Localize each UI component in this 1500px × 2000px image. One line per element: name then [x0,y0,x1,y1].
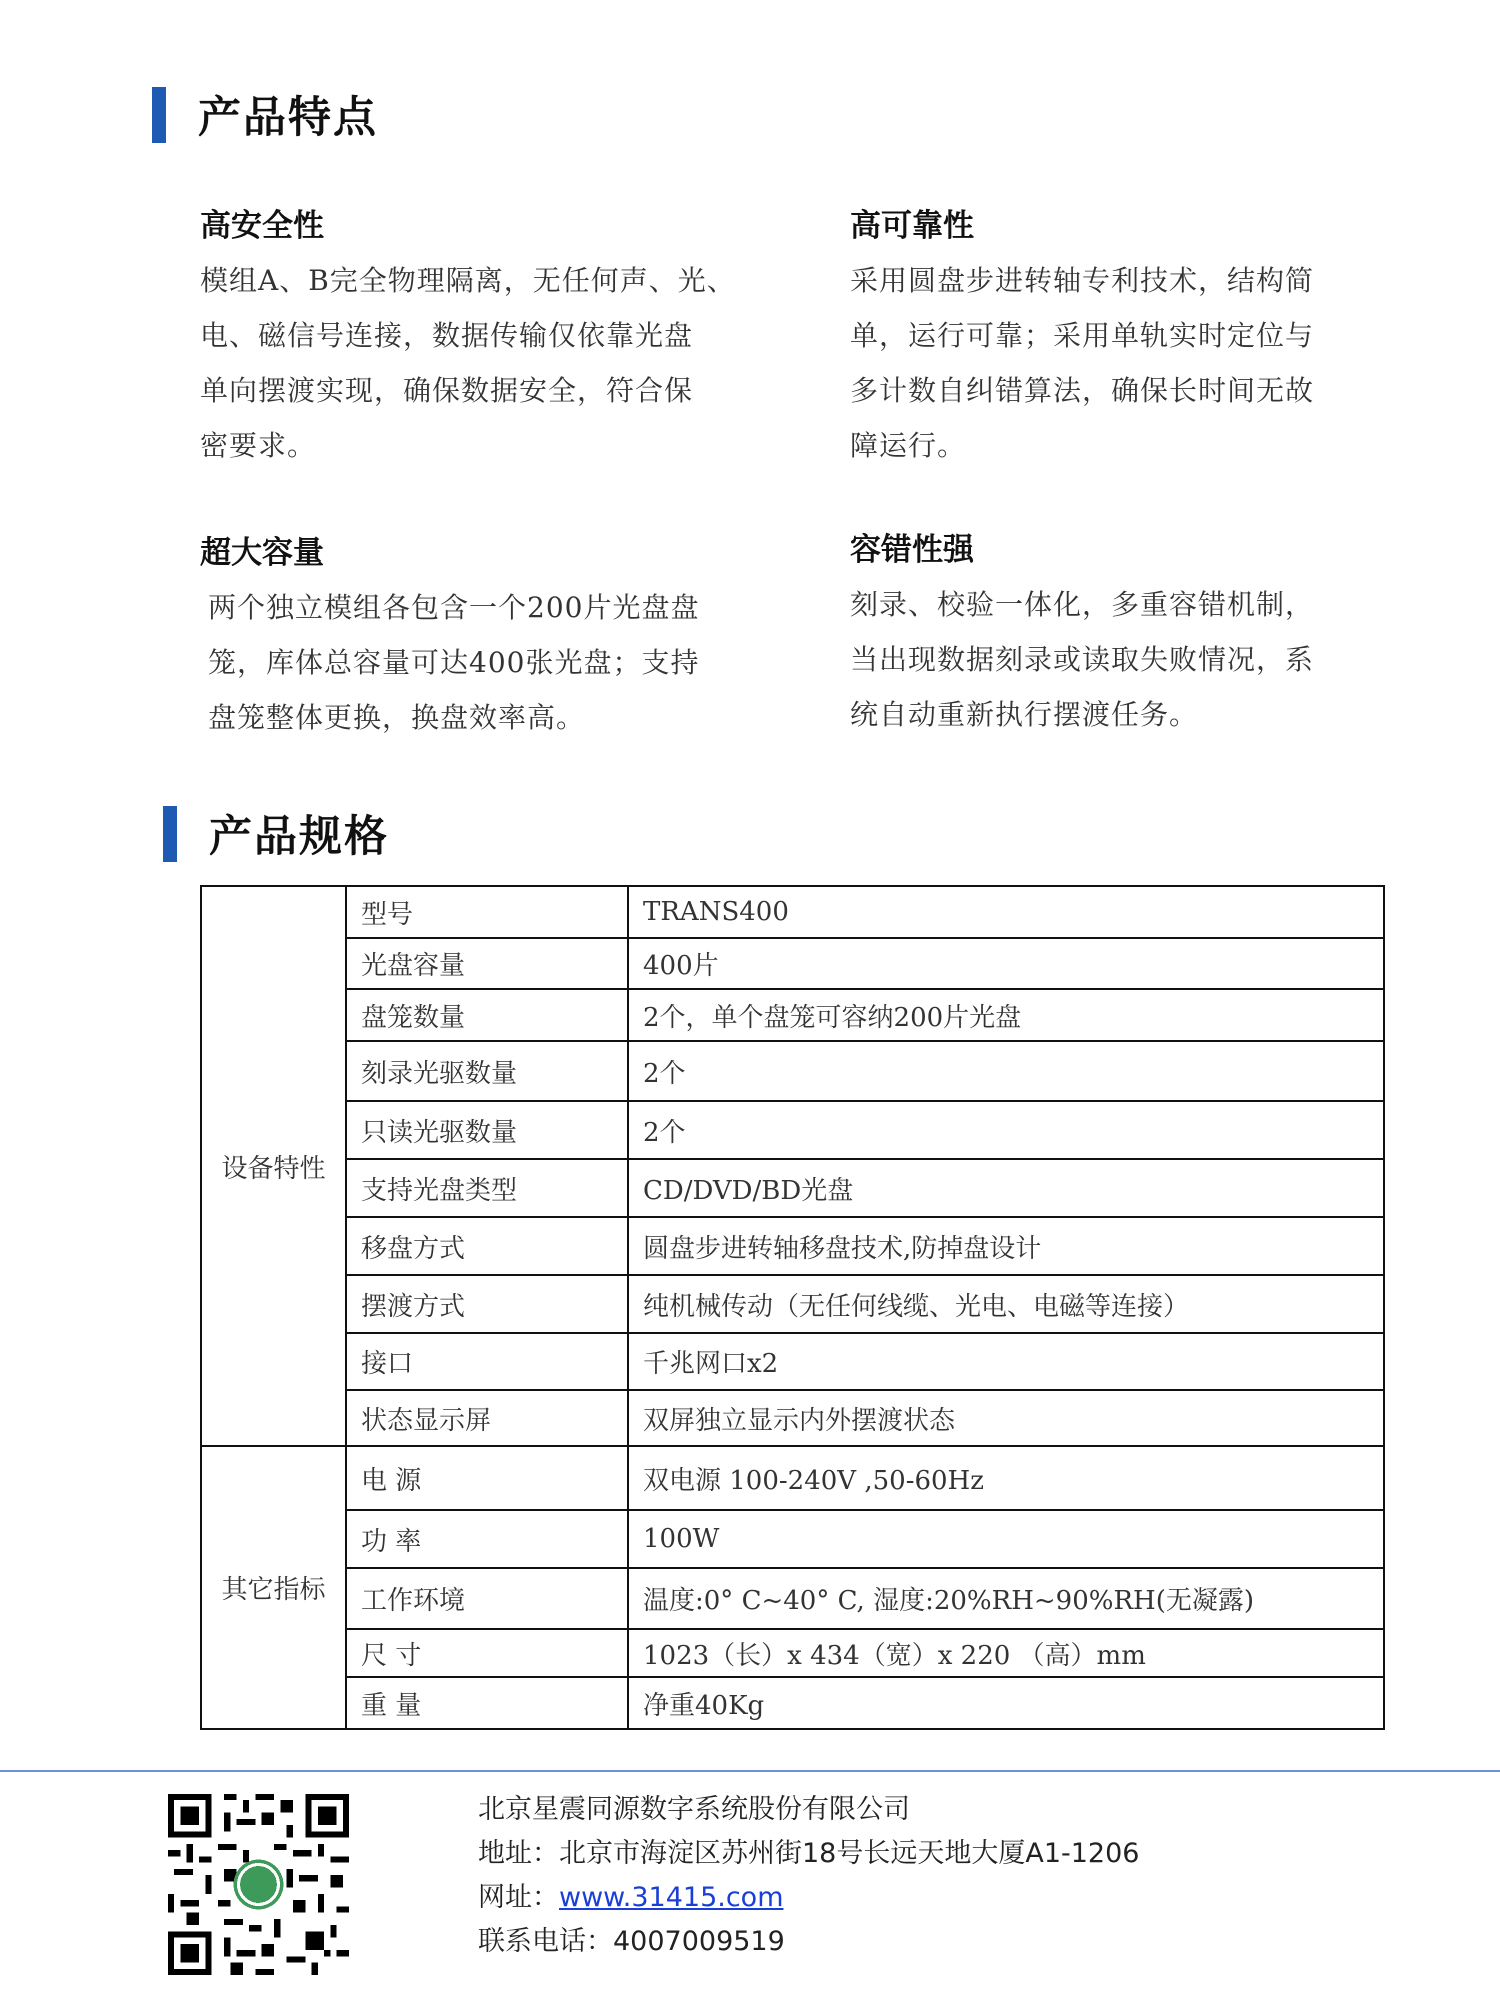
table-row [201,1041,1384,1101]
qr-code-icon [168,1794,349,1975]
spec-value: 双屏独立显示内外摆渡状态 [628,1390,1384,1446]
spec-group-label: 其它指标 [201,1446,346,1729]
table-row [201,1101,1384,1159]
spec-value: 净重40Kg [628,1677,1384,1729]
spec-group-label: 设备特性 [201,886,346,1446]
spec-label: 型号 [346,886,628,938]
feature-description: 模组A、B完全物理隔离，无任何声、光、 电、磁信号连接，数据传输仅依靠光盘 单向摆渡实现，确保数据安全，符合保 密要求。 [200,264,736,462]
table-row [201,1568,1384,1629]
spec-label: 功 率 [346,1510,628,1568]
feature-fault-tolerance [850,524,1410,742]
feature-high-security [200,200,760,473]
features-section-header [152,84,378,145]
table-row [201,1217,1384,1275]
table-row [201,1390,1384,1446]
feature-description: 两个独立模组各包含一个200片光盘盘 笼，库体总容量可达400张光盘；支持 盘笼整体更换，换盘效率高。 [208,591,700,734]
table-row [201,938,1384,989]
spec-value: 2个 [628,1041,1384,1101]
company-website: 网址：www.31415.com [478,1882,784,1913]
spec-label: 光盘容量 [346,938,628,989]
section-accent-bar [152,87,166,143]
table-row [201,1333,1384,1390]
spec-label: 重 量 [346,1677,628,1729]
spec-table [200,885,1385,1730]
feature-title: 超大容量 [200,535,324,571]
table-row [201,1446,1384,1510]
table-row [201,1159,1384,1217]
spec-label: 尺 寸 [346,1629,628,1677]
spec-label: 接口 [346,1333,628,1390]
company-phone: 联系电话：4007009519 [478,1926,785,1957]
spec-value: 400片 [628,938,1384,989]
spec-label: 电 源 [346,1446,628,1510]
spec-label: 只读光驱数量 [346,1101,628,1159]
company-info [478,1788,1139,1964]
spec-value: 纯机械传动（无任何线缆、光电、电磁等连接） [628,1275,1384,1333]
table-row [201,1629,1384,1677]
footer-divider [0,1770,1500,1772]
website-link[interactable]: www.31415.com [559,1882,784,1913]
table-row [201,989,1384,1041]
spec-value: TRANS400 [628,886,1384,938]
table-row [201,1677,1384,1729]
section-accent-bar [163,806,177,862]
spec-value: 温度:0° C~40° C, 湿度:20%RH~90%RH(无凝露) [628,1568,1384,1629]
spec-value: 1023（长）x 434（宽）x 220 （高）mm [628,1629,1384,1677]
feature-title: 高可靠性 [850,208,974,244]
spec-value: 圆盘步进转轴移盘技术,防掉盘设计 [628,1217,1384,1275]
feature-high-reliability [850,200,1410,473]
spec-value: 2个 [628,1101,1384,1159]
company-name: 北京星震同源数字系统股份有限公司 [478,1794,910,1825]
spec-label: 盘笼数量 [346,989,628,1041]
spec-label: 支持光盘类型 [346,1159,628,1217]
spec-value: 千兆网口x2 [628,1333,1384,1390]
features-section-title: 产品特点 [198,93,378,143]
spec-label: 移盘方式 [346,1217,628,1275]
company-address: 地址：北京市海淀区苏州街18号长远天地大厦A1-1206 [478,1838,1140,1869]
table-row [201,1510,1384,1568]
feature-title: 容错性强 [850,532,974,568]
spec-section-title: 产品规格 [209,812,389,862]
spec-label: 状态显示屏 [346,1390,628,1446]
spec-value: 2个，单个盘笼可容纳200片光盘 [628,989,1384,1041]
feature-description: 刻录、校验一体化，多重容错机制， 当出现数据刻录或读取失败情况，系 统自动重新执行摆渡任务。 [850,588,1315,731]
table-row [201,886,1384,938]
spec-value: 100W [628,1510,1384,1568]
spec-label: 工作环境 [346,1568,628,1629]
feature-title: 高安全性 [200,208,324,244]
spec-label: 刻录光驱数量 [346,1041,628,1101]
spec-value: CD/DVD/BD光盘 [628,1159,1384,1217]
feature-large-capacity [200,527,760,745]
table-row [201,1275,1384,1333]
spec-section-header [163,803,389,864]
spec-value: 双电源 100-240V ,50-60Hz [628,1446,1384,1510]
feature-description: 采用圆盘步进转轴专利技术，结构简 单，运行可靠；采用单轨实时定位与 多计数自纠错算法，确保长时间无故 障运行。 [850,264,1315,462]
spec-label: 摆渡方式 [346,1275,628,1333]
